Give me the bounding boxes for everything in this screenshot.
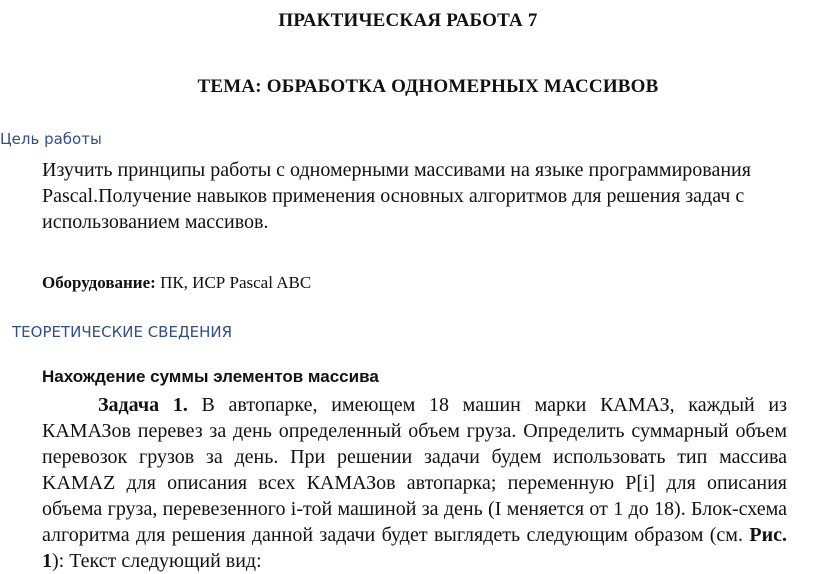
figure-reference: Рис. 1	[42, 524, 787, 572]
goal-heading: Цель работы	[0, 130, 102, 148]
equipment-label: Оборудование:	[42, 273, 156, 292]
sum-subheading: Нахождение суммы элементов массива	[42, 367, 379, 386]
equipment-value: ПК, ИСР Pascal ABC	[155, 273, 312, 292]
equipment-line	[42, 273, 311, 293]
task-paragraph	[42, 392, 787, 574]
task-tail: ): Текст следующий вид:	[52, 550, 262, 572]
topic-title: ТЕМА: ОБРАБОТКА ОДНОМЕРНЫХ МАССИВОВ	[197, 76, 659, 97]
task-text: В автопарке, имеющем 18 машин марки КАМАЗ, каждый из КАМАЗов перевез за день определенный объем груза. Определить суммарный объем перевозок грузов за день. При решении задачи будем использовать тип массива KAMAZ для описания всех КАМАЗов автопарка; переменную P[i] для описания объема груза, перевезенного i-той машиной за день (I меняется от 1 до 18). Блок-схема алгоритма для решения данной задачи будет выглядеть следующим образом (см.	[42, 394, 787, 546]
theory-heading: ТЕОРЕТИЧЕСКИЕ СВЕДЕНИЯ	[12, 323, 233, 341]
page-title: ПРАКТИЧЕСКАЯ РАБОТА 7	[278, 10, 538, 31]
task-label: Задача 1.	[98, 394, 188, 416]
goal-text: Изучить принципы работы с одномерными массивами на языке программирования Pascal.Получение навыков применения основных алгоритмов для решения задач с использованием массивов.	[42, 159, 751, 233]
